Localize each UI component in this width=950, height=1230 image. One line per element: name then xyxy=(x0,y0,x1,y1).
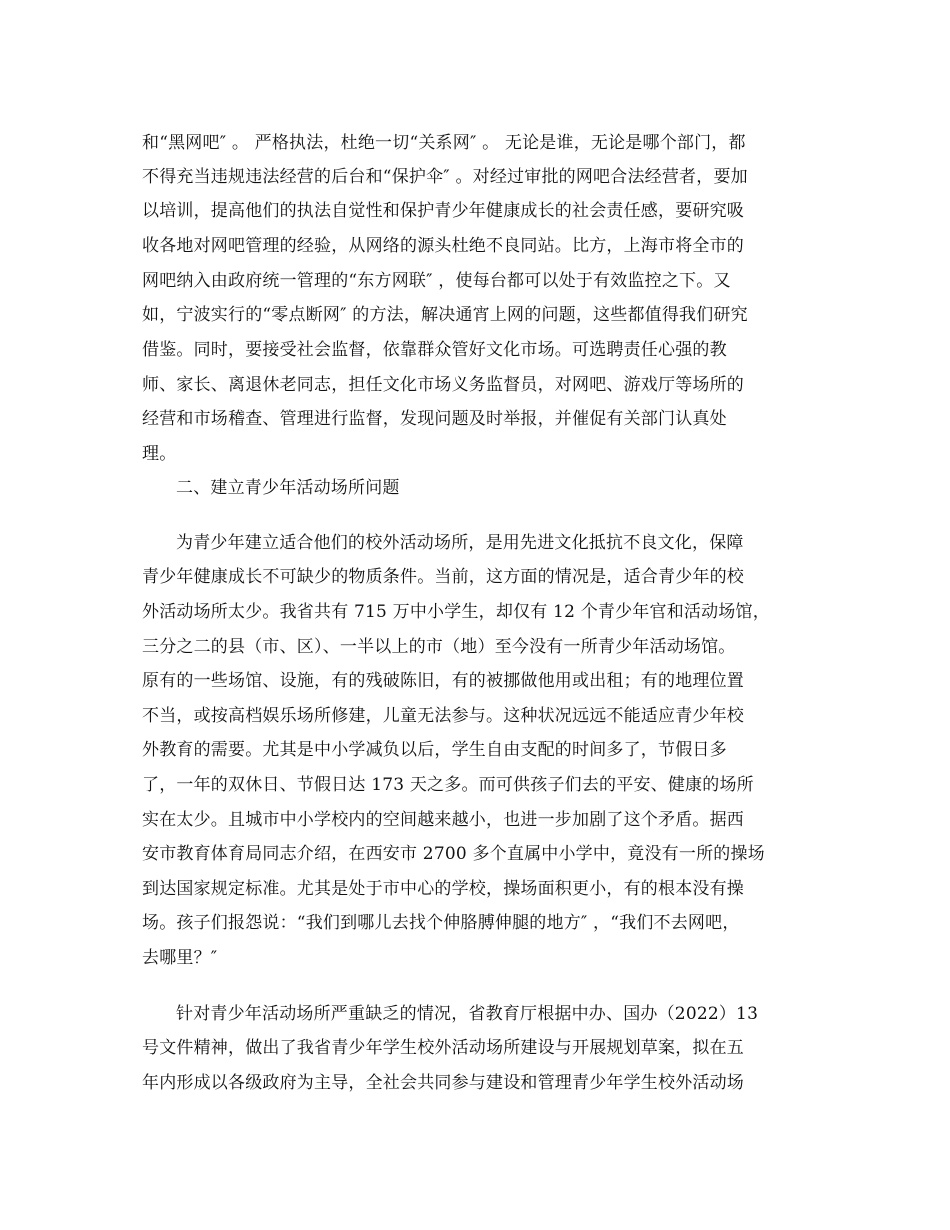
paragraph-line: 师、家长、离退休老同志，担任文化市场义务监督员，对网吧、游戏厅等场所的 xyxy=(142,375,744,395)
paragraph-first-line: 针对青少年活动场所严重缺乏的情况，省教育厅根据中办、国办（2022）13 xyxy=(176,1004,759,1024)
paragraph-line: 实在太少。且城市中小学校内的空间越来越小，也进一步加剧了这个矛盾。据西 xyxy=(142,810,744,830)
paragraph-line: 网吧纳入由政府统一管理的“东方网联″ ，使每台都可以处于有效监控之下。又 xyxy=(142,271,731,291)
paragraph-line: 外活动场所太少。我省共有 715 万中小学生，却仅有 12 个青少年官和活动场馆， xyxy=(142,602,770,622)
paragraph-line: 年内形成以各级政府为主导，全社会共同参与建设和管理青少年学生校外活动场 xyxy=(142,1073,744,1093)
paragraph-line: 到达国家规定标准。尤其是处于市中心的学校，操场面积更小，有的根本没有操 xyxy=(142,879,744,899)
paragraph-line: 安市教育体育局同志介绍，在西安市 2700 多个直属中小学中，竟没有一所的操场 xyxy=(142,844,765,864)
paragraph-line: 收各地对网吧管理的经验，从网络的源头杜绝不良同站。比方，上海市将全市的 xyxy=(142,236,744,256)
paragraph-line: 三分之二的县（市、区）、一半以上的市（地）至今没有一所青少年活动场馆。 xyxy=(142,637,736,657)
paragraph-line: 理。 xyxy=(142,444,177,464)
paragraph-line: 了，一年的双休日、节假日达 173 天之多。而可供孩子们去的平安、健康的场所 xyxy=(142,775,754,795)
paragraph-line: 不得充当违规违法经营的后台和“保护伞″ 。对经过审批的网吧合法经营者，要加 xyxy=(142,167,748,187)
paragraph-line: 去哪里？″ xyxy=(142,948,218,968)
paragraph-line: 经营和市场稽查、管理进行监督，发现问题及时举报，并催促有关部门认真处 xyxy=(142,409,727,429)
paragraph-line: 青少年健康成长不可缺少的物质条件。当前，这方面的情况是，适合青少年的校 xyxy=(142,567,744,587)
paragraph-line: 不当，或按高档娱乐场所修建，儿童无法参与。这种状况远远不能适应青少年校 xyxy=(142,706,744,726)
paragraph-line: 如，宁波实行的“零点断网″ 的方法，解决通宵上网的问题，这些都值得我们研究 xyxy=(142,305,748,325)
paragraph-line: 和“黑网吧″ 。 严格执法，杜绝一切“关系网″ 。 无论是谁，无论是哪个部门，都 xyxy=(142,133,746,153)
paragraph-line: 借鉴。同时，要接受社会监督，依靠群众管好文化市场。可选聘责任心强的教 xyxy=(142,340,727,360)
paragraph-line: 号文件精神，做出了我省青少年学生校外活动场所建设与开展规划草案，拟在五 xyxy=(142,1038,744,1058)
paragraph-line: 原有的一些场馆、设施，有的残破陈旧，有的被挪做他用或出租；有的地理位置 xyxy=(142,671,744,691)
paragraph-line: 外教育的需要。尤其是中小学减负以后，学生自由支配的时间多了，节假日多 xyxy=(142,740,727,760)
section-heading: 二、建立青少年活动场所问题 xyxy=(176,478,400,498)
paragraph-line: 场。孩子们报怨说：“我们到哪儿去找个伸胳膊伸腿的地方″ ，“我们不去网吧， xyxy=(142,913,740,933)
paragraph-line: 以培训，提高他们的执法自觉性和保护青少年健康成长的社会责任感，要研究吸 xyxy=(142,201,744,221)
paragraph-first-line: 为青少年建立适合他们的校外活动场所，是用先进文化抵抗不良文化，保障 xyxy=(176,533,744,553)
